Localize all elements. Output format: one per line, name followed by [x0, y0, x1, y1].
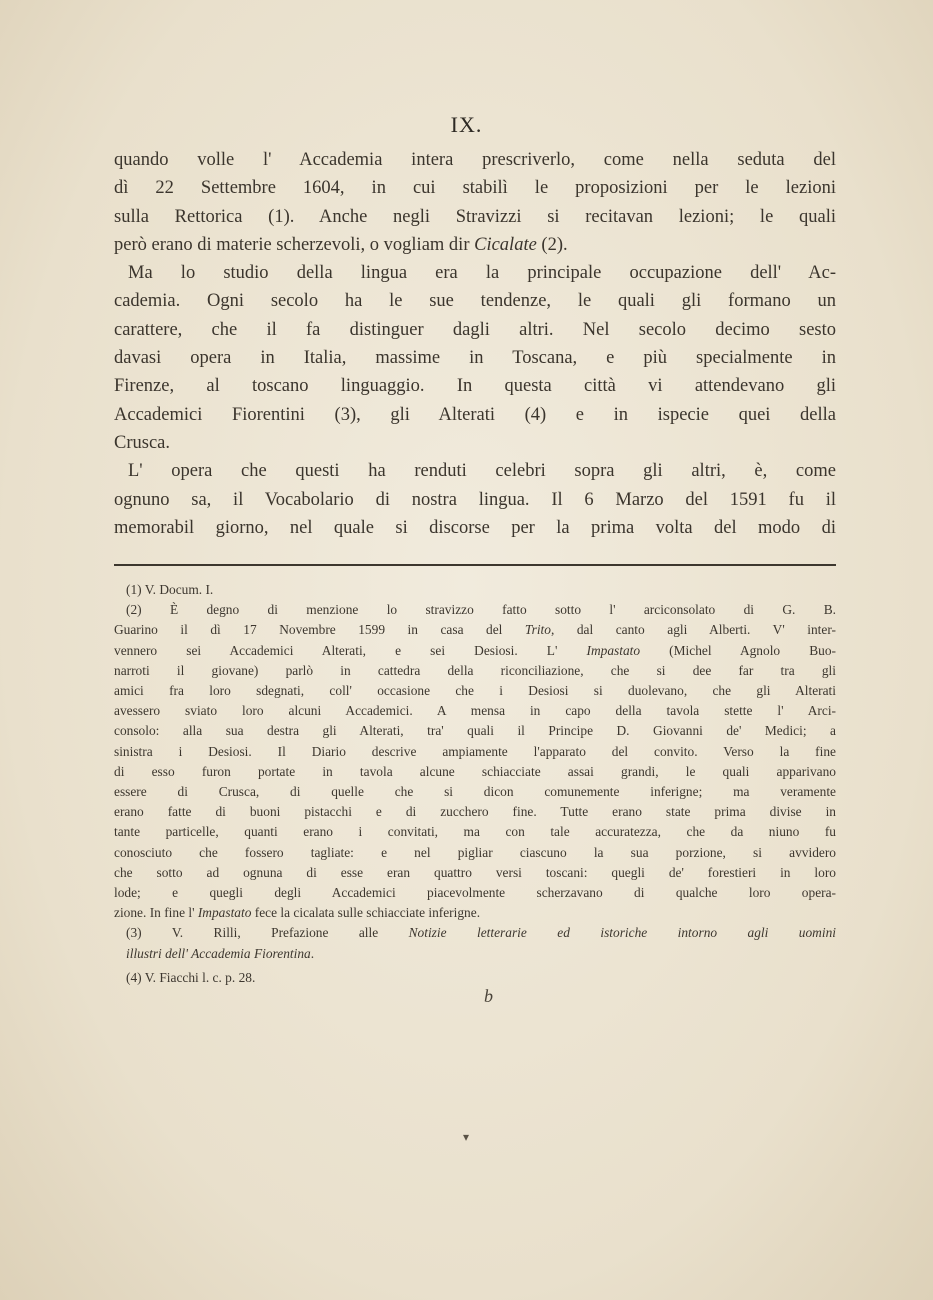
text-run: . — [310, 945, 315, 961]
paragraph-1 — [114, 146, 836, 259]
text-run: vennero sei Accademici Alterati, e sei Desiosi. L' — [114, 642, 587, 658]
text-line: L' opera che questi ha renduti celebri sopra gli altri, è, come — [128, 461, 836, 482]
footnote-2-line: essere di Crusca, di quelle che si dicon comunemente inferigne; ma veramente — [114, 784, 836, 800]
paragraph-3 — [114, 457, 836, 542]
italic-term: Cicalate — [474, 234, 537, 255]
text-line: Crusca. — [114, 432, 170, 453]
text-run: (2). — [536, 234, 568, 255]
text-line: davasi opera in Italia, massime in Toscana, e più specialmente in — [114, 348, 836, 369]
text-run: zione. In fine l' — [114, 905, 198, 921]
footnote-2-line: sinistra i Desiosi. Il Diario descrive ampiamente l'apparato del convito. Verso la fine — [114, 743, 836, 759]
footnote-2-line — [114, 620, 836, 640]
text-line: ognuno sa, il Vocabolario di nostra lingua. Il 6 Marzo del 1591 fu il — [114, 489, 836, 510]
footnote-2-line — [114, 903, 836, 923]
footnote-2-line: lode; e quegli degli Accademici piacevolmente scherzavano di qualche loro opera- — [114, 885, 836, 901]
italic-term: Notizie letterarie ed istoriche intorno agli uomini — [408, 925, 836, 941]
text-run: Guarino il dì 17 Novembre 1599 in casa del — [114, 622, 525, 638]
footnote-3-line — [114, 923, 836, 943]
page-number: IX. — [450, 112, 483, 137]
text-run: fece la cicalata sulle schiacciate inferigne. — [251, 905, 481, 921]
text-line: Accademici Fiorentini (3), gli Alterati (4) e in ispecie quei della — [114, 404, 836, 425]
paragraph-2 — [114, 259, 836, 457]
text-line — [114, 231, 836, 259]
footnotes — [114, 580, 836, 988]
footnote-2-line: amici fra loro sdegnati, coll' occasione che i Desiosi si duolevano, che gli Alterati — [114, 683, 836, 699]
footnote-2-line — [114, 641, 836, 661]
footnote-2-line: erano fatte di buoni pistacchi e di zucchero fine. Tutte erano state prima divise in — [114, 804, 836, 820]
italic-term: Trito — [524, 622, 551, 638]
text-run: però erano di materie scherzevoli, o vogliam dir — [114, 234, 475, 255]
footnote-2-line: consolo: alla sua destra gli Alterati, tra' quali il Principe D. Giovanni de' Medici; a — [114, 723, 836, 739]
footnote-4: (4) V. Fiacchi l. c. p. 28. — [126, 969, 256, 985]
text-line: carattere, che il fa distinguer dagli altri. Nel secolo decimo sesto — [114, 319, 836, 340]
text-line: cademia. Ogni secolo ha le sue tendenze, le quali gli formano un — [114, 291, 836, 312]
main-text — [114, 146, 836, 542]
text-run: , dal canto agli Alberti. V' inter- — [550, 622, 836, 638]
text-run: (3) V. Rilli, Prefazione alle — [126, 925, 409, 941]
footnote-2-line: tante particelle, quanti erano i convitati, ma con tale accuratezza, che da niuno fu — [114, 824, 836, 840]
page-mark-icon: ▾ — [463, 1130, 470, 1144]
text-line: memorabil giorno, nel quale si discorse per la prima volta del modo di — [114, 517, 836, 538]
footnote-1: (1) V. Docum. I. — [126, 582, 214, 597]
footnote-2-line: conosciuto che fossero tagliate: e nel pigliar ciascuno la sua porzione, si avvidero — [114, 844, 836, 860]
text-line: Ma lo studio della lingua era la principale occupazione dell' Ac- — [128, 263, 836, 284]
footnote-2-line: narroti il giovane) parlò in cattedra della riconciliazione, che si dee far tra gli — [114, 662, 836, 678]
signature-mark: b — [484, 986, 493, 1006]
italic-term: Impastato — [586, 642, 641, 658]
footnote-3-line — [114, 944, 836, 964]
footnote-2-line: che sotto ad ognuna di esse eran quattro versi toscani: quegli de' forestieri in loro — [114, 864, 836, 880]
footnote-2-line: avessero sviato loro alcuni Accademici. A mensa in capo della tavola stette l' Arci- — [114, 703, 836, 719]
text-line: Firenze, al toscano linguaggio. In questa città vi attendevano gli — [114, 376, 836, 397]
text-line: dì 22 Settembre 1604, in cui stabilì le proposizioni per le lezioni — [114, 178, 836, 199]
text-line: sulla Rettorica (1). Anche negli Stravizzi si recitavan lezioni; le quali — [114, 206, 836, 227]
text-line: quando volle l' Accademia intera prescriverlo, come nella seduta del — [114, 150, 836, 170]
footnote-2-line: di esso furon portate in tavola alcune schiacciate assai grandi, le quali apparivano — [114, 763, 836, 779]
italic-term: illustri dell' Accademia Fiorentina — [126, 945, 311, 961]
text-run: (Michel Agnolo Buo- — [640, 642, 836, 658]
footnote-2-line: (2) È degno di menzione lo stravizzo fatto sotto l' arciconsolato di G. B. — [126, 602, 836, 618]
italic-term: Impastato — [197, 905, 252, 921]
footnote-divider — [114, 564, 836, 566]
